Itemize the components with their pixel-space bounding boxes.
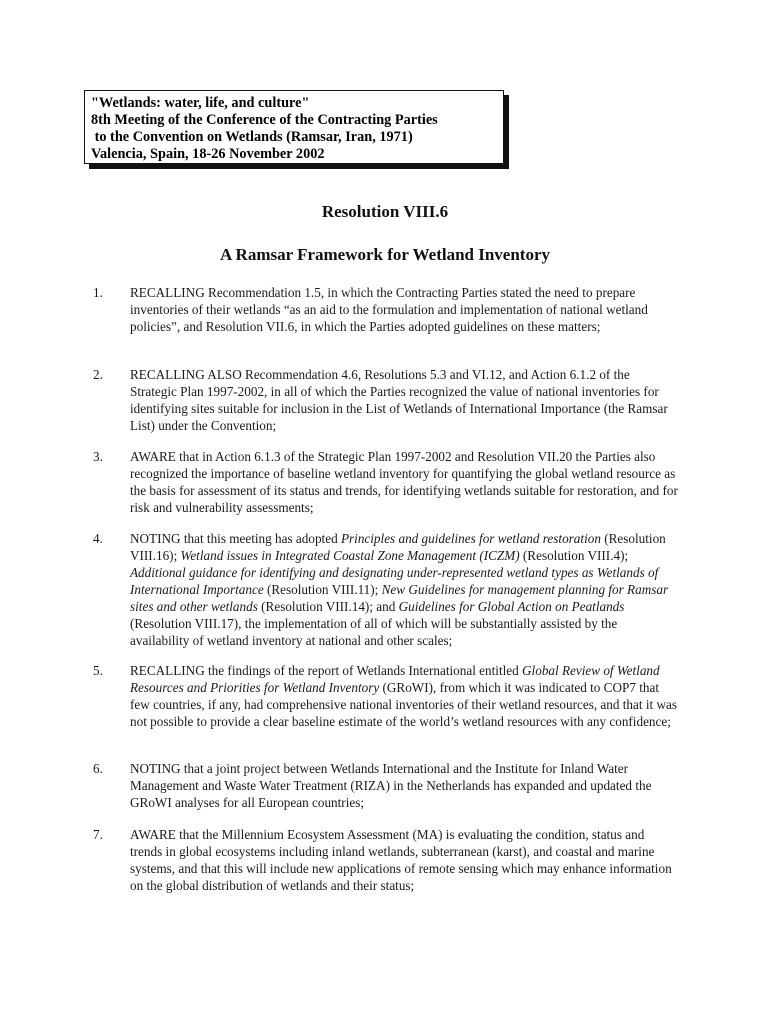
text-segment: (Resolution VIII.14); and bbox=[257, 599, 399, 614]
header-line: Valencia, Spain, 18-26 November 2002 bbox=[91, 146, 325, 162]
cited-title: Global Review of Wetland Resources and Priorities for Wetland Inventory bbox=[130, 663, 660, 695]
text-segment: (GRoWI), from which it was indicated to COP7 that few countries, if any, had comprehensive national inventories of their wetland resources, and that it was not possible to provide a clear baseline estimate of the world’s wetland resources with any confidence; bbox=[130, 680, 677, 729]
cited-title: Principles and guidelines for wetland restoration bbox=[340, 531, 601, 546]
resolution-number: Resolution VIII.6 bbox=[321, 202, 449, 221]
header-line: 8th Meeting of the Conference of the Contracting Parties bbox=[91, 112, 438, 128]
paragraph-number: 6. bbox=[93, 761, 103, 776]
text-segment: NOTING that this meeting has adopted bbox=[130, 531, 341, 546]
paragraph-number: 5. bbox=[93, 663, 103, 678]
text-segment: AWARE that in Action 6.1.3 of the Strategic Plan 1997-2002 and Resolution VII.20 the Parties also recognized the importance of baseline wetland inventory for quantifying the global wetland resource as the basis for assessment of its status and trends, for identifying wetlands suitable for restoration, and for risk and vulnerability assessments; bbox=[130, 449, 678, 515]
paragraph-number: 2. bbox=[93, 367, 103, 382]
paragraph-text bbox=[130, 760, 678, 811]
header-line: to the Convention on Wetlands (Ramsar, Iran, 1971) bbox=[91, 129, 413, 145]
paragraph-text bbox=[130, 448, 678, 516]
resolution-title: A Ramsar Framework for Wetland Inventory bbox=[219, 245, 551, 264]
paragraph-number: 3. bbox=[93, 449, 103, 464]
paragraph-text bbox=[130, 826, 678, 894]
paragraph-text bbox=[130, 366, 678, 434]
cited-title: Wetland issues in Integrated Coastal Zone Management (ICZM) bbox=[180, 548, 520, 563]
text-segment: RECALLING Recommendation 1.5, in which the Contracting Parties stated the need to prepare inventories of their wetlands “as an aid to the formulation and implementation of national wetland policies”, and Resolution VII.6, in which the Parties adopted guidelines on these matters; bbox=[130, 285, 648, 334]
text-segment: (Resolution VIII.16); bbox=[130, 531, 666, 563]
cited-title: Guidelines for Global Action on Peatlands bbox=[398, 599, 625, 614]
paragraph-text bbox=[130, 530, 678, 649]
text-segment: NOTING that a joint project between Wetlands International and the Institute for Inland Water Management and Waste Water Treatment (RIZA) in the Netherlands has expanded and updated the GRoWI analyses for all European countries; bbox=[130, 761, 652, 810]
paragraph-text bbox=[130, 662, 678, 730]
meeting-header-box bbox=[84, 90, 504, 164]
text-segment: AWARE that the Millennium Ecosystem Assessment (MA) is evaluating the condition, status and trends in global ecosystems including inland wetlands, subterranean (karst), and coastal and marine systems, and that this will include new applications of remote sensing which may enhance information on the global distribution of wetlands and their status; bbox=[130, 827, 672, 893]
text-segment: (Resolution VIII.4); bbox=[519, 548, 629, 563]
text-segment: RECALLING ALSO Recommendation 4.6, Resolutions 5.3 and VI.12, and Action 6.1.2 of the Strategic Plan 1997-2002, in all of which the Parties recognized the value of national inventories for identifying sites suitable for inclusion in the List of Wetlands of International Importance (the Ramsar List) under the Convention; bbox=[130, 367, 668, 433]
header-line: "Wetlands: water, life, and culture" bbox=[91, 95, 310, 111]
cited-title: Additional guidance for identifying and designating under-represented wetland types as Wetlands of International Importance bbox=[130, 565, 659, 597]
paragraph-number: 1. bbox=[93, 285, 103, 300]
paragraph-text bbox=[130, 284, 678, 335]
paragraph-number: 7. bbox=[93, 827, 103, 842]
cited-title: New Guidelines for management planning for Ramsar sites and other wetlands bbox=[130, 582, 669, 614]
paragraph-number: 4. bbox=[93, 531, 103, 546]
text-segment: (Resolution VIII.11); bbox=[263, 582, 382, 597]
text-segment: RECALLING the findings of the report of Wetlands International entitled bbox=[130, 663, 523, 678]
text-segment: (Resolution VIII.17), the implementation of all of which will be substantially assisted by the availability of wetland inventory at national and other scales; bbox=[130, 616, 618, 648]
